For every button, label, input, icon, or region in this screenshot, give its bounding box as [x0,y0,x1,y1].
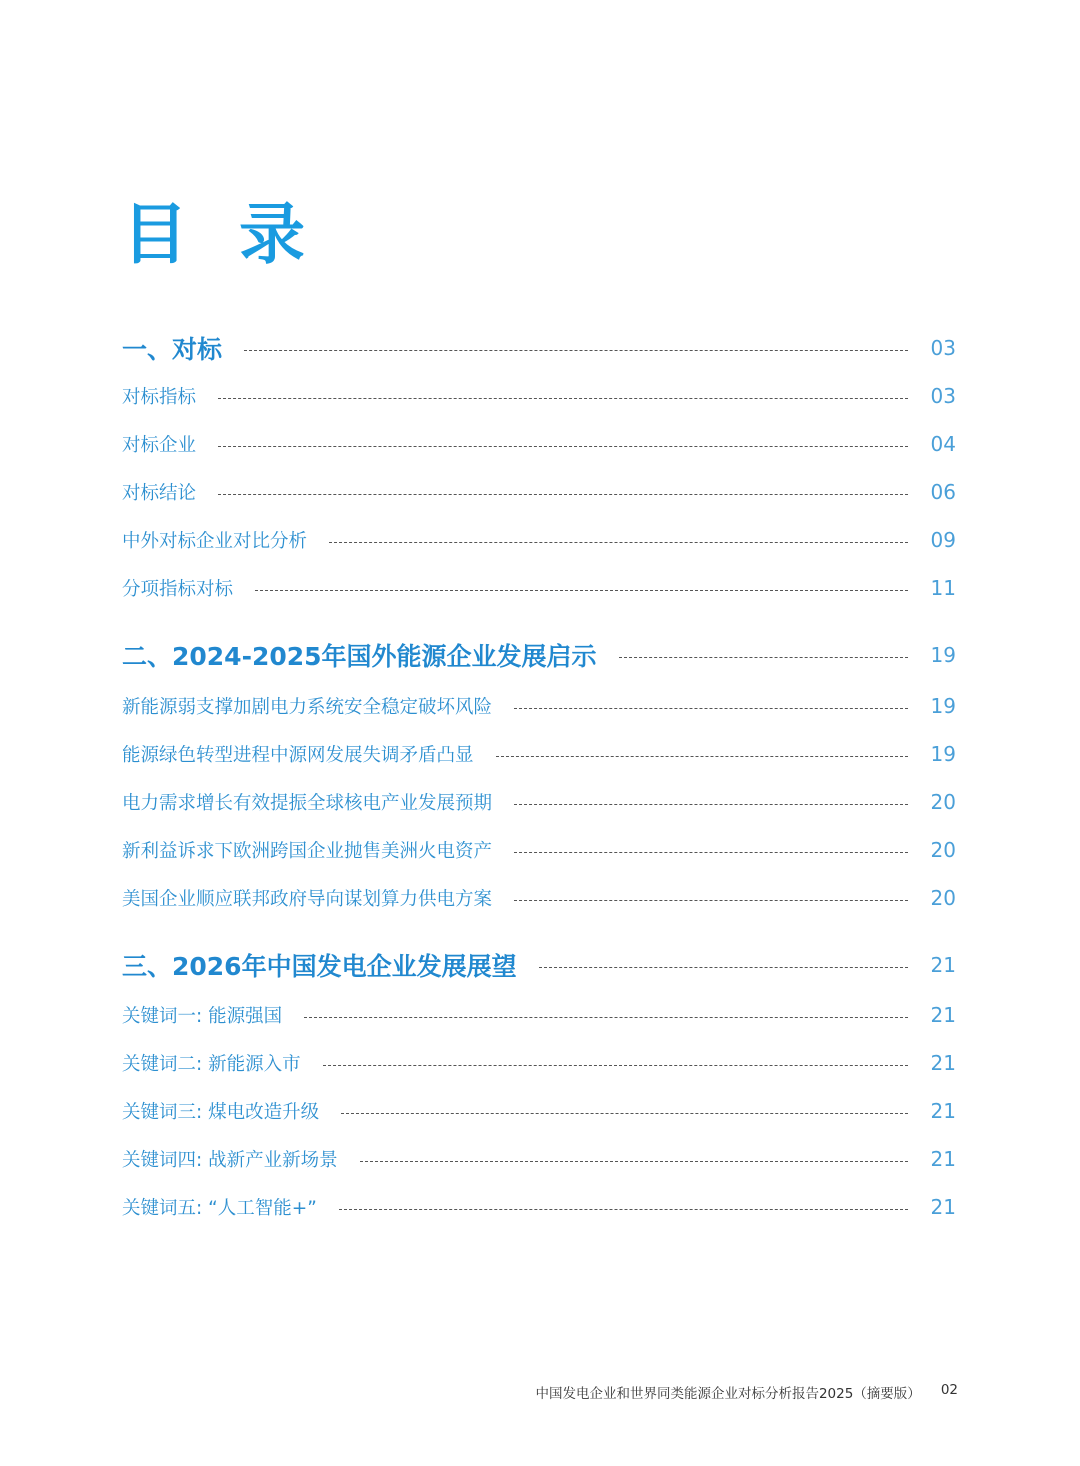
toc-item[interactable] [122,475,956,509]
toc-item-label: 关键词五: “人工智能+” [122,1198,317,1219]
toc-item-label: 分项指标对标 [122,579,234,600]
dotted-leader [619,657,908,658]
toc-item-label: 对标结论 [122,483,197,504]
toc-page-number: 21 [930,953,956,977]
dotted-leader [339,1209,908,1210]
dotted-leader [329,542,908,543]
page-footer [535,1382,958,1402]
toc-section-1[interactable] [122,331,956,365]
toc-section-title: 二、2024-2025年国外能源企业发展启示 [122,642,597,671]
toc-item-label: 新利益诉求下欧洲跨国企业抛售美洲火电资产 [122,841,493,862]
toc-item[interactable] [122,1046,956,1080]
toc-item[interactable] [122,427,956,461]
toc-item[interactable] [122,571,956,605]
dotted-leader [255,590,908,591]
dotted-leader [360,1161,908,1162]
toc-section-3[interactable] [122,948,956,982]
toc-item-label: 关键词四: 战新产业新场景 [122,1150,338,1171]
dotted-leader [323,1065,908,1066]
toc-section-title: 一、对标 [122,335,223,364]
toc-page-number: 21 [930,1195,956,1219]
toc-section-title: 三、2026年中国发电企业发展展望 [122,952,517,981]
toc-page-number: 04 [930,432,956,456]
toc-item[interactable] [122,523,956,557]
toc-page-number: 19 [930,643,956,667]
dotted-leader [514,708,908,709]
toc-item-label: 美国企业顺应联邦政府导向谋划算力供电方案 [122,889,493,910]
toc-item-label: 对标指标 [122,387,197,408]
toc-page-number: 21 [930,1003,956,1027]
dotted-leader [539,967,908,968]
dotted-leader [218,398,908,399]
toc-item[interactable] [122,1142,956,1176]
toc-item-label: 电力需求增长有效提振全球核电产业发展预期 [122,793,493,814]
toc-page-number: 11 [930,576,956,600]
dotted-leader [218,446,908,447]
toc-page-number: 20 [930,886,956,910]
dotted-leader [514,804,908,805]
toc-page-number: 21 [930,1099,956,1123]
toc-item-label: 关键词三: 煤电改造升级 [122,1102,320,1123]
toc-page-number: 03 [930,384,956,408]
toc-page-number: 06 [930,480,956,504]
toc-item[interactable] [122,785,956,819]
dotted-leader [496,756,908,757]
dotted-leader [218,494,908,495]
toc-item[interactable] [122,379,956,413]
toc-item[interactable] [122,1094,956,1128]
toc-item-label: 关键词二: 新能源入市 [122,1054,301,1075]
footer-report-title: 中国发电企业和世界同类能源企业对标分析报告2025（摘要版） [535,1386,921,1402]
toc-item-label: 中外对标企业对比分析 [122,531,308,552]
toc-item[interactable] [122,833,956,867]
page-title: 目 录 [122,196,319,273]
toc-item[interactable] [122,881,956,915]
toc-item[interactable] [122,1190,956,1224]
toc-page-number: 20 [930,790,956,814]
dotted-leader [341,1113,908,1114]
toc-item-label: 对标企业 [122,435,197,456]
toc-page-number: 21 [930,1051,956,1075]
toc-page-number: 09 [930,528,956,552]
toc-page-number: 19 [930,742,956,766]
dotted-leader [514,900,908,901]
dotted-leader [514,852,908,853]
toc-item[interactable] [122,737,956,771]
toc-page-number: 03 [930,336,956,360]
dotted-leader [244,350,908,351]
toc-item[interactable] [122,998,956,1032]
toc-item[interactable] [122,689,956,723]
toc-item-label: 能源绿色转型进程中源网发展失调矛盾凸显 [122,745,474,766]
toc-section-2[interactable] [122,638,956,672]
toc-page-number: 19 [930,694,956,718]
footer-page-number: 02 [940,1382,958,1398]
toc-page-number: 21 [930,1147,956,1171]
toc-item-label: 关键词一: 能源强国 [122,1006,283,1027]
toc-item-label: 新能源弱支撑加剧电力系统安全稳定破坏风险 [122,697,493,718]
dotted-leader [304,1017,908,1018]
toc-page-number: 20 [930,838,956,862]
